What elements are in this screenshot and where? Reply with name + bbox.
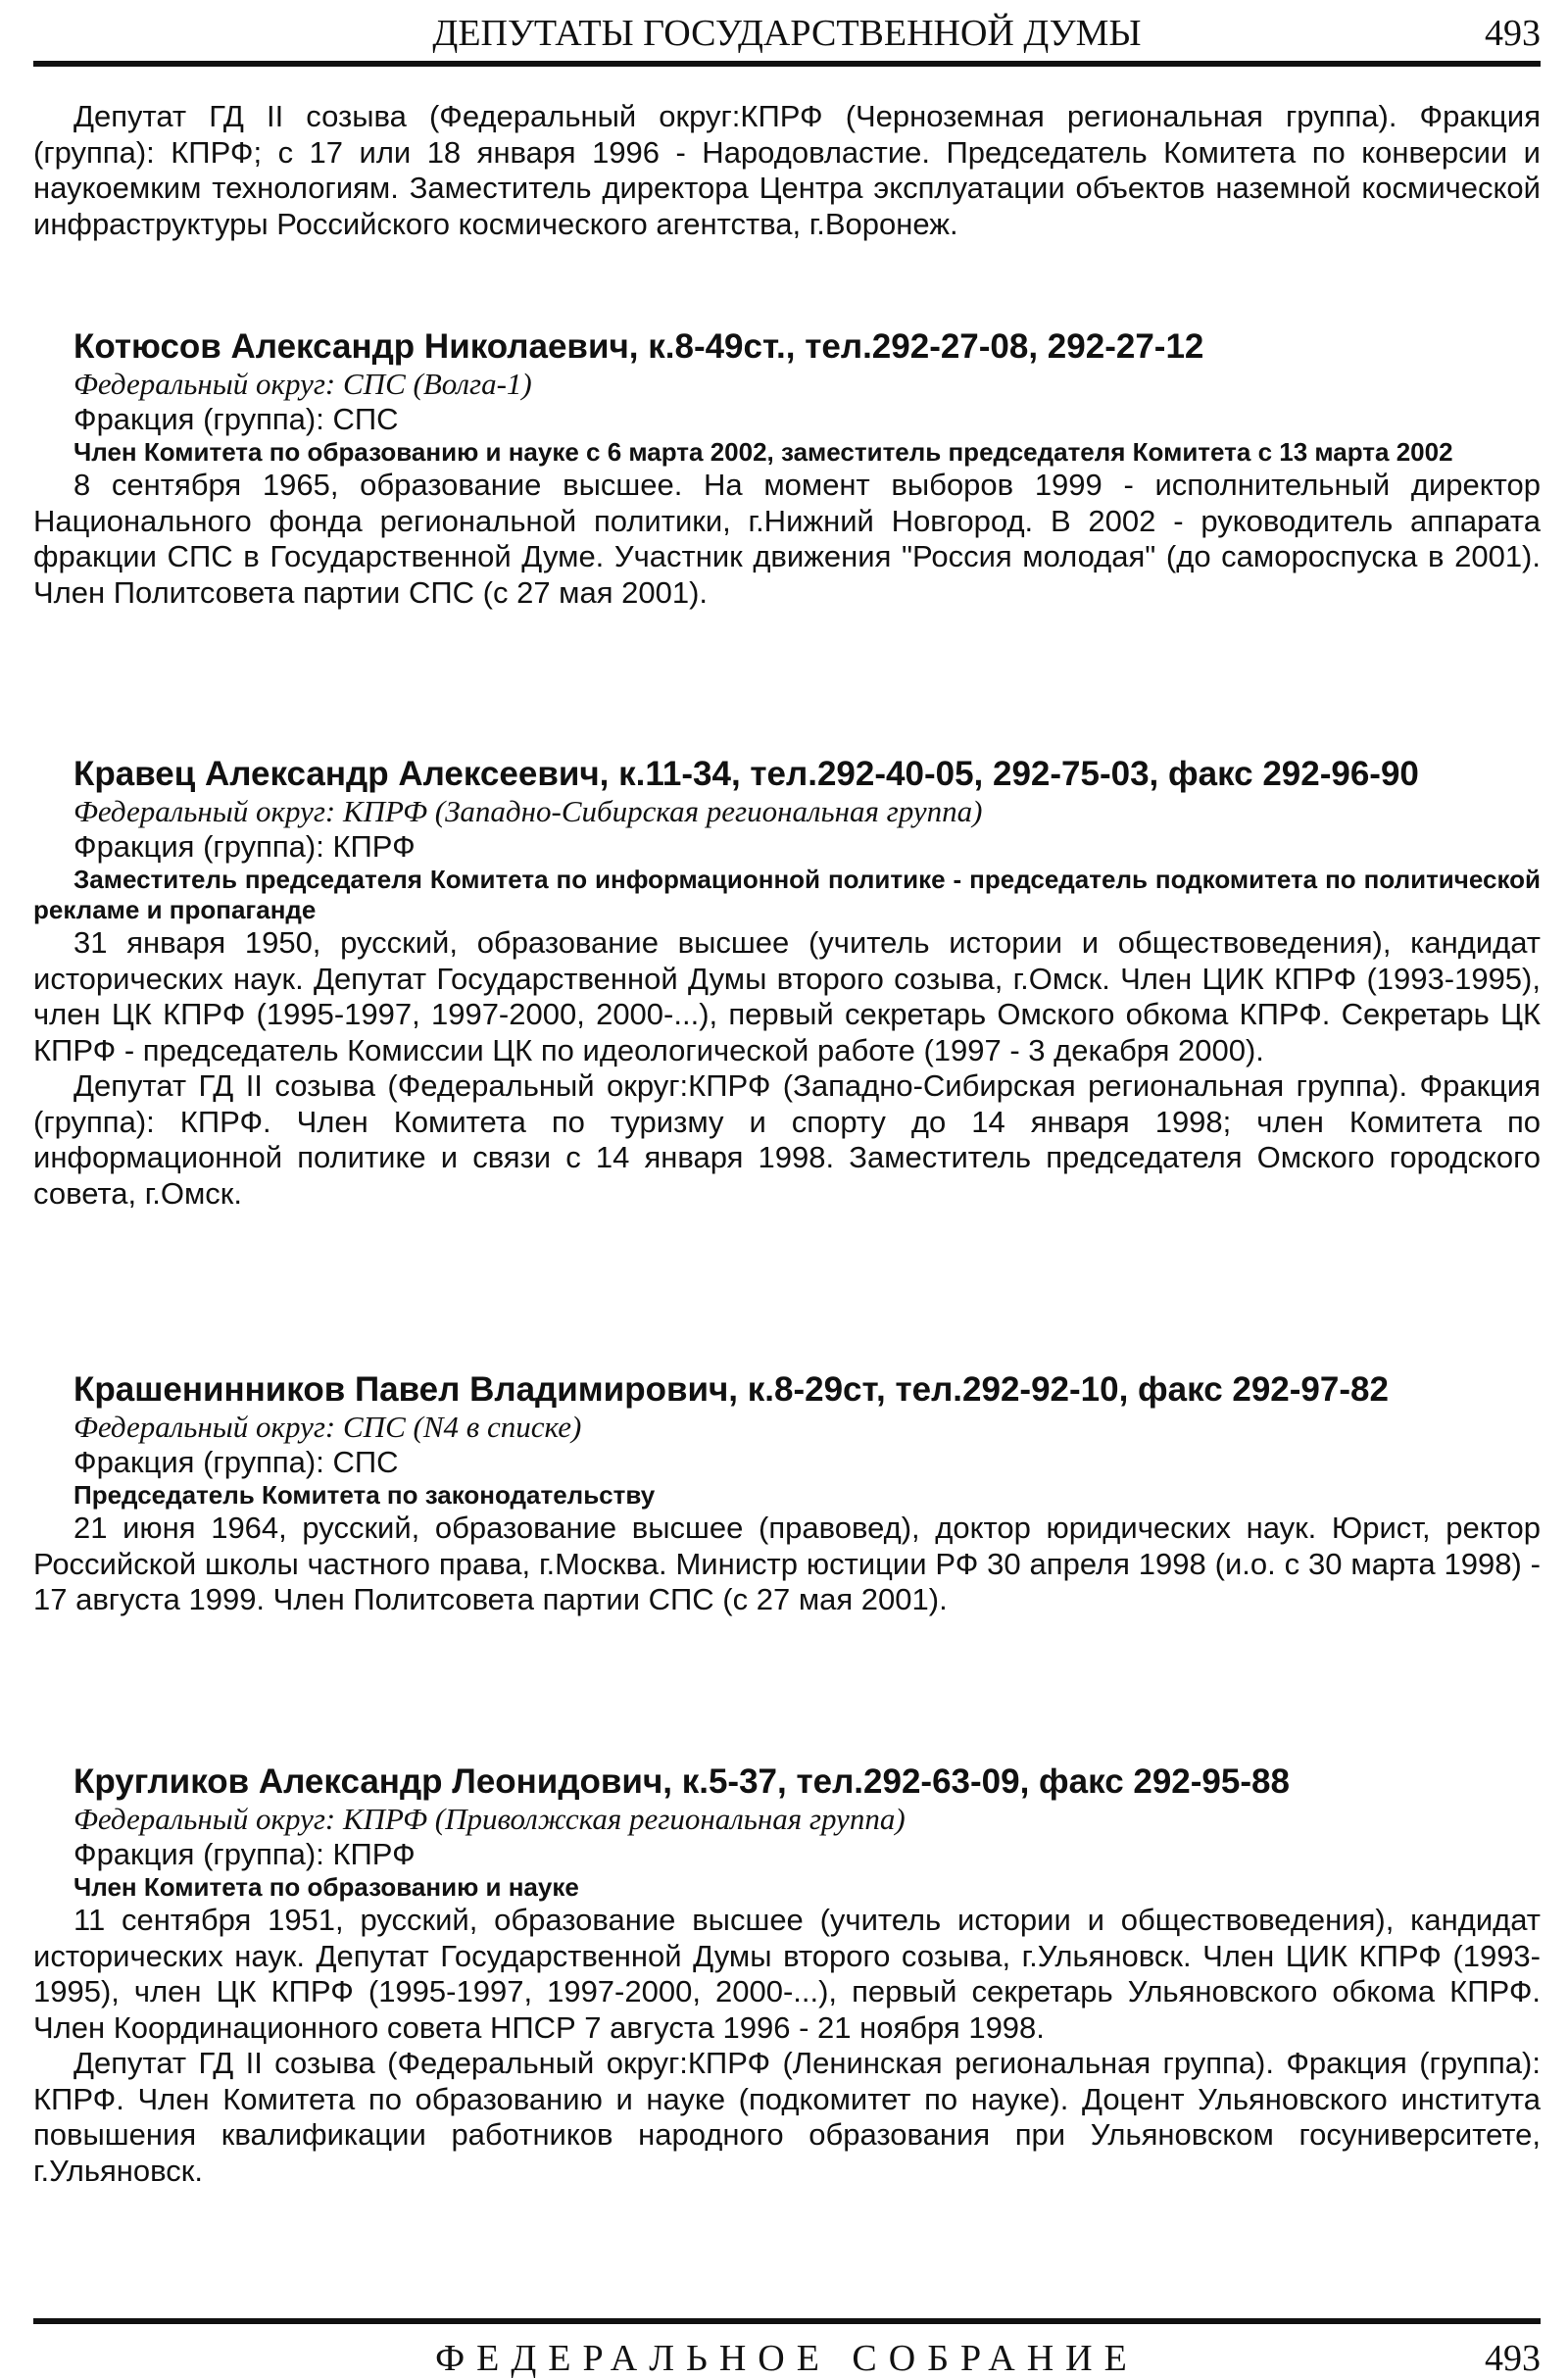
footer-title: ФЕДЕРАЛЬНОЕ СОБРАНИЕ bbox=[435, 2338, 1139, 2379]
footer-page-number: 493 bbox=[1485, 2338, 1541, 2379]
entry-name: Крашенинников Павел Владимирович, к.8-29ст, тел.292-92-10, факс 292-97-82 bbox=[74, 1370, 1389, 1409]
intro-paragraph: Депутат ГД II созыва (Федеральный округ:КПРФ (Черноземная региональная группа). Фракция (группа): КПРФ; с 17 или 18 января 1996 - Народовластие. Председатель Комитета по конверсии и наукоемким технологиям. Заместитель директора Центра эксплуатации объектов наземной космической инфраструктуры Российского космического агентства, г.Воронеж. bbox=[33, 99, 1541, 241]
entry-bio: Депутат ГД II созыва (Федеральный округ:КПРФ (Западно-Сибирская региональная группа). Фракция (группа): КПРФ. Член Комитета по туризму и спорту до 14 января 1998; член Комитета по информационной политике и связи с 14 января 1998. Заместитель председателя Омского городского совета, г.Омск. bbox=[33, 1068, 1541, 1211]
header-rule bbox=[33, 61, 1541, 67]
header-page-number: 493 bbox=[1485, 13, 1541, 54]
footer-rule bbox=[33, 2318, 1541, 2324]
header-title: ДЕПУТАТЫ ГОСУДАРСТВЕННОЙ ДУМЫ bbox=[432, 13, 1142, 54]
entry-bio: Депутат ГД II созыва (Федеральный округ:КПРФ (Ленинская региональная группа). Фракция (группа): КПРФ. Член Комитета по образованию и науке (подкомитет по науке). Доцент Ульяновского института повышения квалификации работников народного образования при Ульяновском госуниверситете, г.Ульяновск. bbox=[33, 2046, 1541, 2188]
entry-post: Член Комитета по образованию и науке bbox=[74, 1872, 579, 1902]
entry-name: Кравец Александр Алексеевич, к.11-34, тел.292-40-05, 292-75-03, факс 292-96-90 bbox=[74, 755, 1419, 793]
entry-faction: Фракция (группа): СПС bbox=[74, 402, 399, 436]
entry-name: Котюсов Александр Николаевич, к.8-49ст., тел.292-27-08, 292-27-12 bbox=[74, 327, 1204, 366]
entry-district: Федеральный округ: СПС (N4 в списке) bbox=[74, 1410, 582, 1444]
entry-post: Заместитель председателя Комитета по информационной политике - председатель подкомитета по политической рекламе и пропаганде bbox=[33, 865, 1541, 924]
entry-bio: 8 сентября 1965, образование высшее. На момент выборов 1999 - исполнительный директор Национального фонда региональной политики, г.Нижний Новгород. В 2002 - руководитель аппарата фракции СПС в Государственной Думе. Участник движения "Россия молодая" (до самороспуска в 2001). Член Политсовета партии СПС (с 27 мая 2001). bbox=[33, 468, 1541, 610]
entry-kotyusov bbox=[33, 327, 1541, 611]
entry-kruglikov bbox=[33, 1762, 1541, 2189]
entry-faction: Фракция (группа): КПРФ bbox=[74, 829, 416, 864]
entry-faction: Фракция (группа): СПС bbox=[74, 1445, 399, 1479]
entry-post: Председатель Комитета по законодательству bbox=[74, 1480, 656, 1510]
entry-post: Член Комитета по образованию и науке с 6 марта 2002, заместитель председателя Комитета с 13 марта 2002 bbox=[74, 437, 1453, 467]
entry-name: Кругликов Александр Леонидович, к.5-37, тел.292-63-09, факс 292-95-88 bbox=[74, 1762, 1290, 1801]
entry-faction: Фракция (группа): КПРФ bbox=[74, 1837, 416, 1871]
entry-bio: 31 января 1950, русский, образование высшее (учитель истории и обществоведения), кандидат исторических наук. Депутат Государственной Думы второго созыва, г.Омск. Член ЦИК КПРФ (1993-1995), член ЦК КПРФ (1995-1997, 1997-2000, 2000-...), первый секретарь Омского обкома КПРФ. Секретарь ЦК КПРФ - председатель Комиссии ЦК по идеологической работе (1997 - 3 декабря 2000). bbox=[33, 925, 1541, 1067]
entry-district: Федеральный округ: СПС (Волга-1) bbox=[74, 367, 532, 401]
entry-district: Федеральный округ: КПРФ (Западно-Сибирская региональная группа) bbox=[74, 794, 983, 828]
entry-bio: 21 июня 1964, русский, образование высшее (правовед), доктор юридических наук. Юрист, ректор Российской школы частного права, г.Москва. Министр юстиции РФ 30 апреля 1998 (и.о. с 30 марта 1998) - 17 августа 1999. Член Политсовета партии СПС (с 27 мая 2001). bbox=[33, 1511, 1541, 1616]
intro-paragraph-block bbox=[33, 99, 1541, 242]
entry-krasheninnikov bbox=[33, 1370, 1541, 1618]
entry-district: Федеральный округ: КПРФ (Приволжская региональная группа) bbox=[74, 1802, 906, 1836]
entry-bio: 11 сентября 1951, русский, образование высшее (учитель истории и обществоведения), кандидат исторических наук. Депутат Государственной Думы второго созыва, г.Ульяновск. Член ЦИК КПРФ (1993-1995), член ЦК КПРФ (1995-1997, 1997-2000, 2000-...), первый секретарь Ульяновского обкома КПРФ. Член Координационного совета НПСР 7 августа 1996 - 21 ноября 1998. bbox=[33, 1903, 1541, 2045]
running-header bbox=[33, 8, 1541, 59]
entry-kravets bbox=[33, 755, 1541, 1212]
